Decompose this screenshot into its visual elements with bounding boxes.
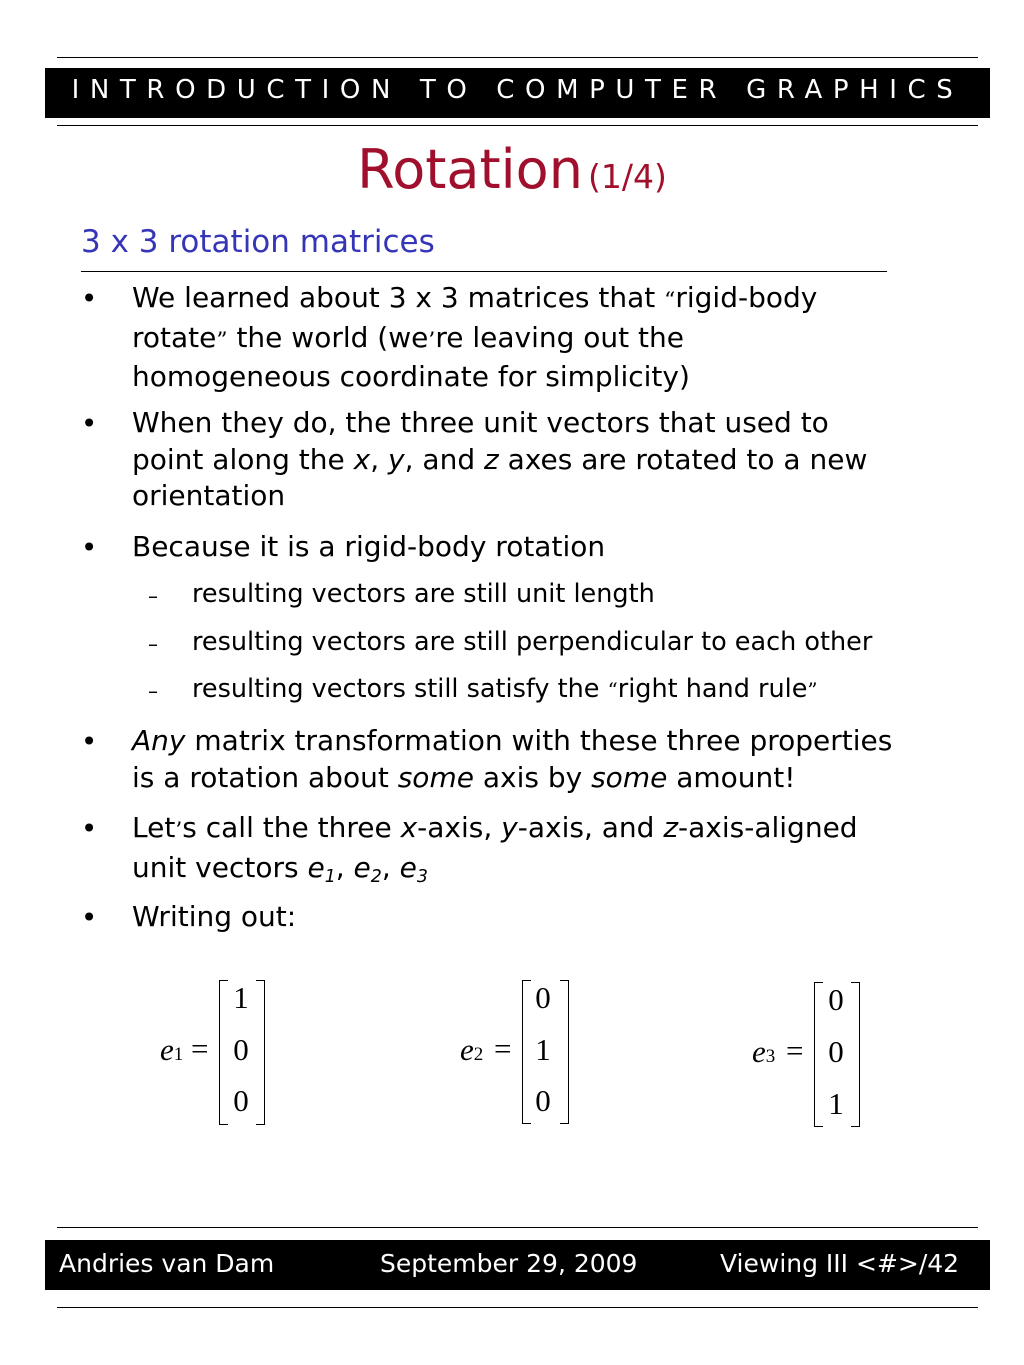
bullet-2-line-2: point along the x, y, and z axes are rotated to a new bbox=[132, 442, 868, 476]
matrix-entry: 0 bbox=[233, 1032, 249, 1067]
matrix-entry: 0 bbox=[828, 982, 844, 1017]
bullet-2-line-1: When they do, the three unit vectors that used to bbox=[132, 406, 829, 439]
bullet-5-text bbox=[132, 810, 992, 895]
bullet-marker: • bbox=[81, 408, 98, 440]
sub-bullet-dash: – bbox=[148, 584, 158, 608]
sub-bullet-dash: – bbox=[148, 632, 158, 656]
matrix-entry: 0 bbox=[233, 1083, 249, 1118]
equals-sign: = bbox=[786, 1033, 804, 1068]
course-title: INTRODUCTION TO COMPUTER GRAPHICS bbox=[71, 75, 964, 105]
matrix-right-bracket bbox=[851, 982, 860, 1127]
matrix-entry: 1 bbox=[233, 980, 249, 1015]
matrix-entry: 0 bbox=[535, 980, 551, 1015]
equation-lhs: e3 bbox=[752, 1034, 776, 1069]
footer-top-rule bbox=[57, 1227, 978, 1228]
slide-subtitle: 3 x 3 rotation matrices bbox=[81, 224, 435, 260]
equals-sign: = bbox=[494, 1031, 512, 1066]
bullet-2-line-3: orientation bbox=[132, 479, 286, 512]
footer-author: Andries van Dam bbox=[59, 1249, 275, 1278]
sub-bullet-2: resulting vectors are still perpendicular to each other bbox=[192, 627, 873, 657]
sub-bullet-1: resulting vectors are still unit length bbox=[192, 579, 655, 609]
bullet-1-line-1: We learned about 3 x 3 matrices that “rigid-body bbox=[132, 281, 818, 314]
equation-lhs: e1 bbox=[160, 1032, 184, 1067]
bullet-marker: • bbox=[81, 283, 98, 315]
matrix-entry: 1 bbox=[828, 1086, 844, 1121]
bullet-5-line-1: Let’s call the three x-axis, y-axis, and z-axis-aligned bbox=[132, 811, 858, 844]
footer-slide-ref: Viewing III <#>/42 bbox=[720, 1249, 960, 1278]
bullet-marker: • bbox=[81, 726, 98, 758]
matrix-entry: 0 bbox=[535, 1083, 551, 1118]
bullet-1-line-2: rotate” the world (we’re leaving out the bbox=[132, 320, 684, 354]
bullet-marker: • bbox=[81, 813, 98, 845]
bullet-3-text: Because it is a rigid-body rotation bbox=[132, 530, 606, 563]
bullet-marker: • bbox=[81, 532, 98, 564]
bullet-1-text bbox=[132, 280, 992, 396]
subtitle-rule bbox=[81, 271, 887, 272]
matrix-entry: 1 bbox=[535, 1032, 551, 1067]
slide-title bbox=[0, 138, 1024, 201]
header-bottom-rule bbox=[57, 125, 978, 126]
matrix-right-bracket bbox=[560, 980, 569, 1124]
header-top-rule bbox=[57, 57, 978, 58]
slide-title-text: Rotation bbox=[357, 138, 583, 201]
sub-bullet-dash: – bbox=[148, 679, 158, 703]
bullet-5-line-2: unit vectors $e_1$, $e_2$, $e_3$ bbox=[132, 850, 428, 887]
bullet-2-text bbox=[132, 405, 992, 515]
bullet-4-line-1: Any matrix transformation with these three properties bbox=[132, 724, 893, 757]
slide-title-part: (1/4) bbox=[588, 157, 667, 196]
matrix-right-bracket bbox=[256, 980, 265, 1125]
header-bar bbox=[45, 68, 990, 118]
bullet-4-line-2: is a rotation about some axis by some amount! bbox=[132, 760, 796, 794]
matrix-entry: 0 bbox=[828, 1034, 844, 1069]
bullet-6-text: Writing out: bbox=[132, 900, 297, 933]
bullet-marker: • bbox=[81, 902, 98, 934]
equation-lhs: e2 bbox=[460, 1032, 484, 1067]
equals-sign: = bbox=[191, 1031, 209, 1066]
footer-date: September 29, 2009 bbox=[380, 1249, 638, 1278]
bullet-1-line-3: homogeneous coordinate for simplicity) bbox=[132, 360, 690, 393]
sub-bullet-3: resulting vectors still satisfy the “right hand rule” bbox=[192, 674, 818, 704]
footer-bar bbox=[45, 1240, 990, 1290]
footer-bottom-rule bbox=[57, 1307, 978, 1308]
bullet-4-text bbox=[132, 723, 992, 796]
